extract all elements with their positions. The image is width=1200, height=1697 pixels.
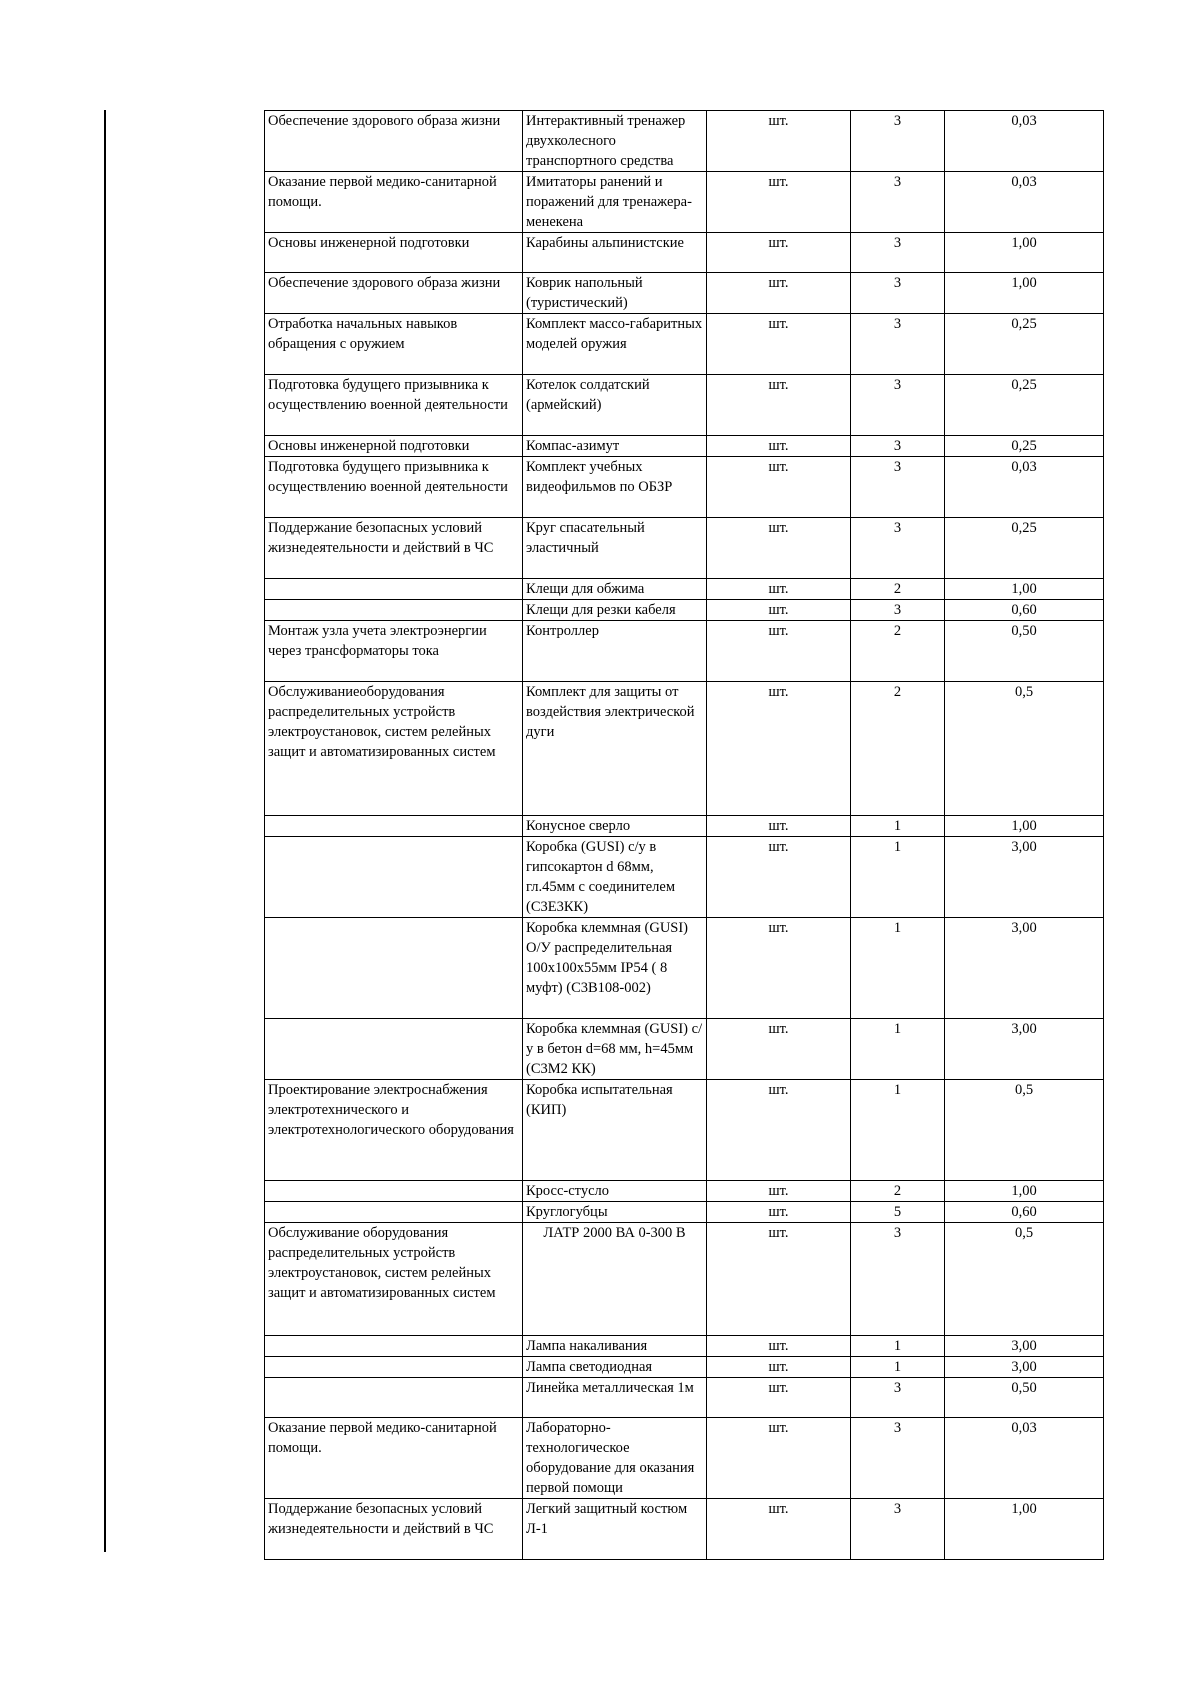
topic-cell (265, 1202, 523, 1223)
item-cell: Интерактивный тренажер двухколесного транспортного средства (523, 111, 707, 172)
unit-cell: шт. (707, 837, 851, 918)
unit-cell: шт. (707, 273, 851, 314)
table-row (265, 314, 1104, 375)
topic-cell: Обеспечение здорового образа жизни (265, 111, 523, 172)
item-cell: Легкий защитный костюм Л-1 (523, 1499, 707, 1560)
item-cell: Лампа светодиодная (523, 1357, 707, 1378)
table-row (265, 172, 1104, 233)
unit-cell: шт. (707, 600, 851, 621)
unit-cell: шт. (707, 1418, 851, 1499)
norm-cell: 3,00 (945, 837, 1104, 918)
unit-cell: шт. (707, 172, 851, 233)
quantity-cell: 3 (851, 172, 945, 233)
norm-cell: 0,60 (945, 1202, 1104, 1223)
item-cell: Контроллер (523, 621, 707, 682)
item-cell: Карабины альпинистские (523, 233, 707, 273)
topic-cell (265, 1181, 523, 1202)
norm-cell: 0,25 (945, 436, 1104, 457)
equipment-table (264, 110, 1104, 1560)
norm-cell: 0,50 (945, 1378, 1104, 1418)
item-cell: Компас-азимут (523, 436, 707, 457)
table-row (265, 682, 1104, 816)
quantity-cell: 3 (851, 111, 945, 172)
quantity-cell: 3 (851, 314, 945, 375)
item-cell: Кросс-стусло (523, 1181, 707, 1202)
item-cell: Имитаторы ранений и поражений для тренажера-менекена (523, 172, 707, 233)
table-row (265, 579, 1104, 600)
item-cell: Коврик напольный (туристический) (523, 273, 707, 314)
item-cell: Лампа накаливания (523, 1336, 707, 1357)
table-row (265, 1499, 1104, 1560)
unit-cell: шт. (707, 579, 851, 600)
norm-cell: 1,00 (945, 579, 1104, 600)
table-row (265, 1378, 1104, 1418)
norm-cell: 0,03 (945, 1418, 1104, 1499)
norm-cell: 0,25 (945, 314, 1104, 375)
topic-cell: Подготовка будущего призывника к осуществлению военной деятельности (265, 457, 523, 518)
quantity-cell: 1 (851, 1080, 945, 1181)
table-row (265, 621, 1104, 682)
topic-cell: Основы инженерной подготовки (265, 233, 523, 273)
topic-cell (265, 600, 523, 621)
quantity-cell: 3 (851, 375, 945, 436)
norm-cell: 0,25 (945, 375, 1104, 436)
quantity-cell: 1 (851, 816, 945, 837)
table-row (265, 518, 1104, 579)
item-cell: ЛАТР 2000 ВА 0-300 В (523, 1223, 707, 1336)
table-row (265, 1418, 1104, 1499)
unit-cell: шт. (707, 436, 851, 457)
table-row (265, 436, 1104, 457)
quantity-cell: 3 (851, 233, 945, 273)
norm-cell: 1,00 (945, 1499, 1104, 1560)
margin-line (104, 110, 106, 1552)
unit-cell: шт. (707, 621, 851, 682)
topic-cell (265, 579, 523, 600)
quantity-cell: 3 (851, 600, 945, 621)
unit-cell: шт. (707, 918, 851, 1019)
item-cell: Конусное сверло (523, 816, 707, 837)
norm-cell: 0,5 (945, 682, 1104, 816)
quantity-cell: 3 (851, 1418, 945, 1499)
table-row (265, 1357, 1104, 1378)
unit-cell: шт. (707, 375, 851, 436)
quantity-cell: 3 (851, 1499, 945, 1560)
unit-cell: шт. (707, 1181, 851, 1202)
item-cell: Лабораторно-технологическое оборудование для оказания первой помощи (523, 1418, 707, 1499)
table-row (265, 1223, 1104, 1336)
quantity-cell: 3 (851, 1223, 945, 1336)
unit-cell: шт. (707, 682, 851, 816)
item-cell: Комплект учебных видеофильмов по ОБЗР (523, 457, 707, 518)
topic-cell (265, 1378, 523, 1418)
norm-cell: 0,03 (945, 111, 1104, 172)
topic-cell: Обслуживание оборудования распределительных устройств электроустановок, систем релейных защит и автоматизированных систем (265, 1223, 523, 1336)
norm-cell: 3,00 (945, 1019, 1104, 1080)
unit-cell: шт. (707, 233, 851, 273)
quantity-cell: 1 (851, 1357, 945, 1378)
unit-cell: шт. (707, 457, 851, 518)
quantity-cell: 1 (851, 1019, 945, 1080)
quantity-cell: 2 (851, 579, 945, 600)
item-cell: Коробка испытательная (КИП) (523, 1080, 707, 1181)
table-row (265, 1080, 1104, 1181)
quantity-cell: 2 (851, 682, 945, 816)
unit-cell: шт. (707, 518, 851, 579)
table-row (265, 1019, 1104, 1080)
unit-cell: шт. (707, 1223, 851, 1336)
unit-cell: шт. (707, 314, 851, 375)
topic-cell (265, 918, 523, 1019)
table-row (265, 1181, 1104, 1202)
quantity-cell: 3 (851, 457, 945, 518)
item-cell: Круглогубцы (523, 1202, 707, 1223)
norm-cell: 0,60 (945, 600, 1104, 621)
unit-cell: шт. (707, 1336, 851, 1357)
topic-cell: Обеспечение здорового образа жизни (265, 273, 523, 314)
norm-cell: 0,5 (945, 1080, 1104, 1181)
norm-cell: 1,00 (945, 1181, 1104, 1202)
table-row (265, 457, 1104, 518)
table-row (265, 600, 1104, 621)
topic-cell: Монтаж узла учета электроэнергии через трансформаторы тока (265, 621, 523, 682)
topic-cell: Основы инженерной подготовки (265, 436, 523, 457)
item-cell: Линейка металлическая 1м (523, 1378, 707, 1418)
item-cell: Клещи для резки кабеля (523, 600, 707, 621)
unit-cell: шт. (707, 1499, 851, 1560)
item-cell: Коробка клеммная (GUSI) с/у в бетон d=68 мм, h=45мм (С3М2 КК) (523, 1019, 707, 1080)
norm-cell: 0,25 (945, 518, 1104, 579)
topic-cell (265, 1357, 523, 1378)
table-row (265, 375, 1104, 436)
quantity-cell: 3 (851, 518, 945, 579)
quantity-cell: 5 (851, 1202, 945, 1223)
unit-cell: шт. (707, 1019, 851, 1080)
norm-cell: 1,00 (945, 273, 1104, 314)
item-cell: Коробка клеммная (GUSI) О/У распределительная 100х100х55мм IP54 ( 8 муфт) (С3В108-002) (523, 918, 707, 1019)
topic-cell: Поддержание безопасных условий жизнедеятельности и действий в ЧС (265, 518, 523, 579)
topic-cell: Поддержание безопасных условий жизнедеятельности и действий в ЧС (265, 1499, 523, 1560)
item-cell: Клещи для обжима (523, 579, 707, 600)
table-row (265, 1336, 1104, 1357)
topic-cell (265, 816, 523, 837)
table-row (265, 816, 1104, 837)
topic-cell: Подготовка будущего призывника к осуществлению военной деятельности (265, 375, 523, 436)
topic-cell: Оказание первой медико-санитарной помощи. (265, 1418, 523, 1499)
quantity-cell: 2 (851, 1181, 945, 1202)
norm-cell: 3,00 (945, 1357, 1104, 1378)
norm-cell: 0,5 (945, 1223, 1104, 1336)
topic-cell: Оказание первой медико-санитарной помощи. (265, 172, 523, 233)
unit-cell: шт. (707, 111, 851, 172)
item-cell: Комплект массо-габаритных моделей оружия (523, 314, 707, 375)
norm-cell: 1,00 (945, 233, 1104, 273)
norm-cell: 0,03 (945, 457, 1104, 518)
norm-cell: 1,00 (945, 816, 1104, 837)
quantity-cell: 1 (851, 918, 945, 1019)
topic-cell: Отработка начальных навыков обращения с оружием (265, 314, 523, 375)
table-row (265, 273, 1104, 314)
quantity-cell: 1 (851, 1336, 945, 1357)
quantity-cell: 2 (851, 621, 945, 682)
table-row (265, 111, 1104, 172)
topic-cell (265, 1019, 523, 1080)
norm-cell: 3,00 (945, 1336, 1104, 1357)
item-cell: Коробка (GUSI) с/у в гипсокартон d 68мм, гл.45мм с соединителем (С3Е3КК) (523, 837, 707, 918)
item-cell: Котелок солдатский (армейский) (523, 375, 707, 436)
quantity-cell: 1 (851, 837, 945, 918)
norm-cell: 0,50 (945, 621, 1104, 682)
quantity-cell: 3 (851, 436, 945, 457)
unit-cell: шт. (707, 816, 851, 837)
table-row (265, 918, 1104, 1019)
norm-cell: 3,00 (945, 918, 1104, 1019)
topic-cell: Обслуживаниеоборудования распределительных устройств электроустановок, систем релейных защит и автоматизированных систем (265, 682, 523, 816)
table-row (265, 837, 1104, 918)
unit-cell: шт. (707, 1202, 851, 1223)
item-cell: Комплект для защиты от воздействия электрической дуги (523, 682, 707, 816)
unit-cell: шт. (707, 1080, 851, 1181)
table-row (265, 1202, 1104, 1223)
item-cell: Круг спасательный эластичный (523, 518, 707, 579)
topic-cell (265, 1336, 523, 1357)
norm-cell: 0,03 (945, 172, 1104, 233)
unit-cell: шт. (707, 1378, 851, 1418)
table-row (265, 233, 1104, 273)
topic-cell: Проектирование электроснабжения электротехнического и электротехнологического оборудования (265, 1080, 523, 1181)
topic-cell (265, 837, 523, 918)
unit-cell: шт. (707, 1357, 851, 1378)
quantity-cell: 3 (851, 1378, 945, 1418)
quantity-cell: 3 (851, 273, 945, 314)
